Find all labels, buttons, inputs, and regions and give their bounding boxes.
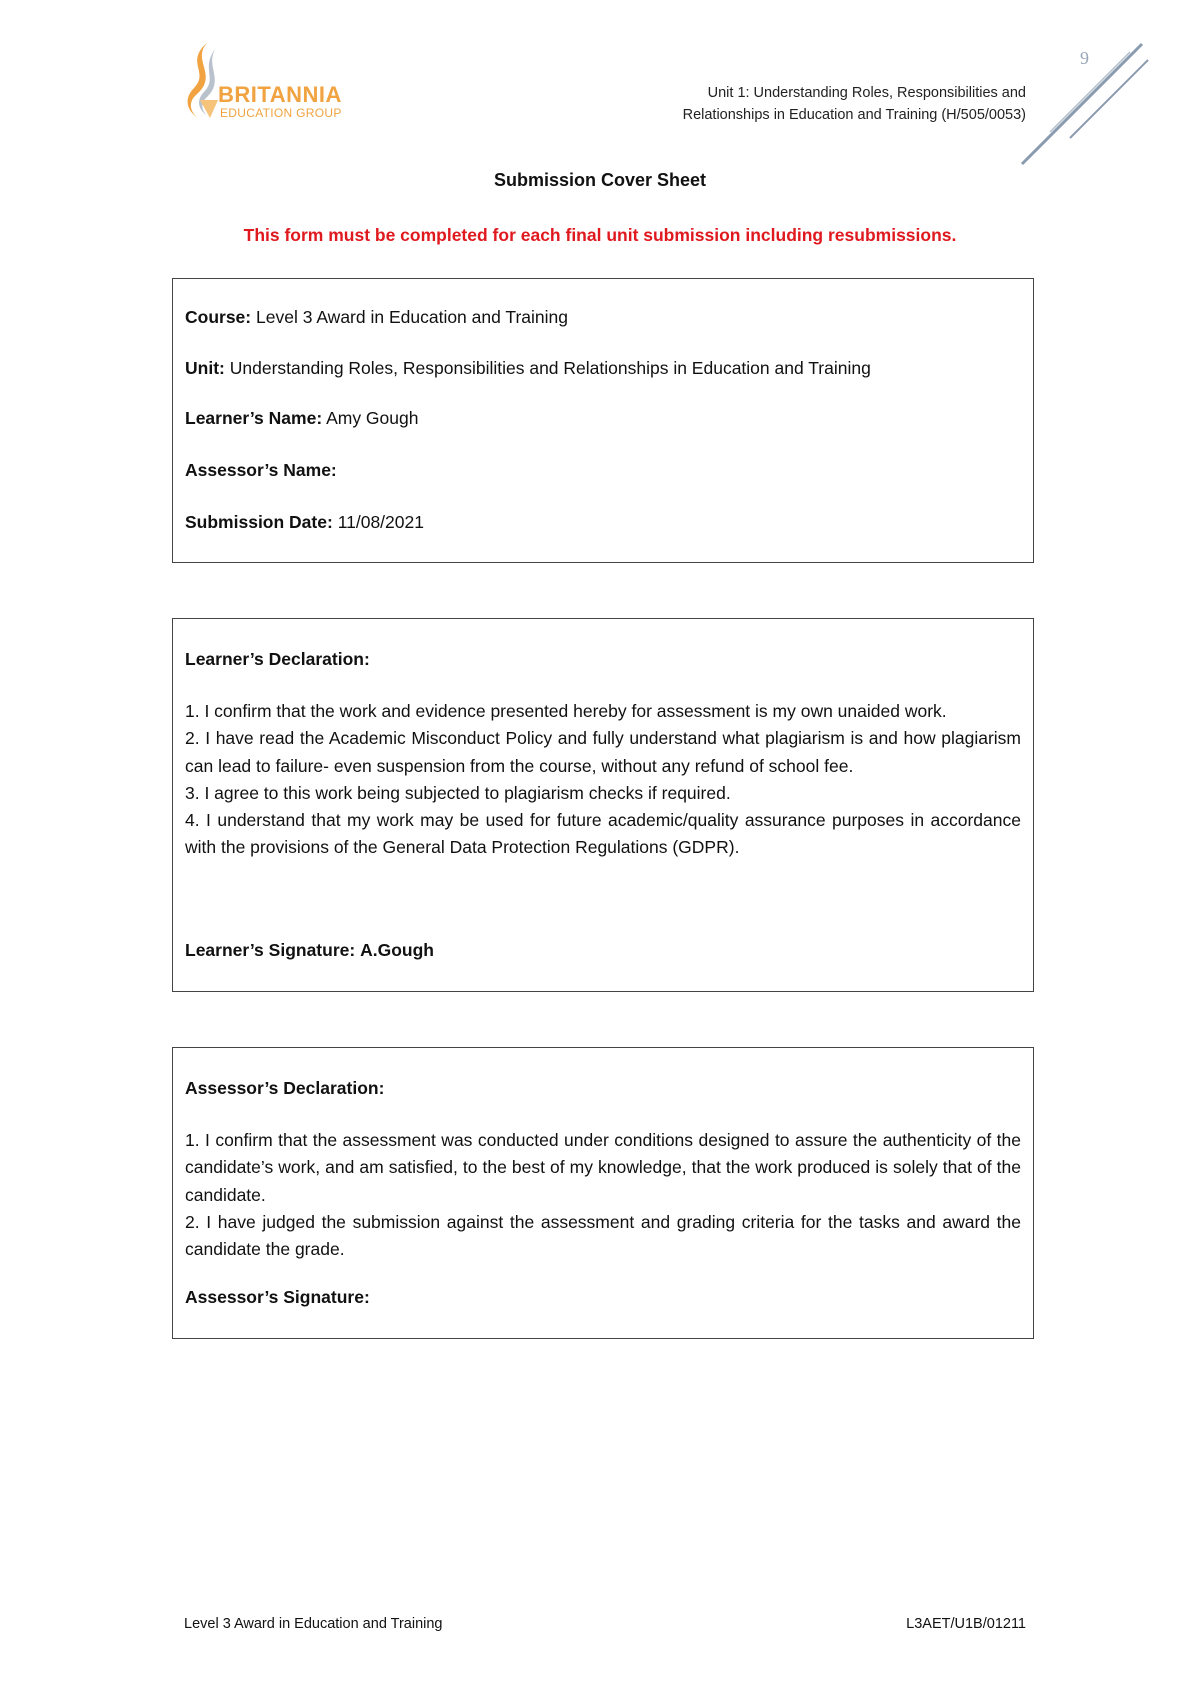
- learner-declaration-item: 2. I have read the Academic Misconduct Policy and fully understand what plagiarism is and how plagiarism can lead to failure- even suspension from the course, without any refund of school fee.: [185, 728, 1021, 776]
- footer-course: Level 3 Award in Education and Training: [184, 1616, 443, 1632]
- unit-header-line-2: Relationships in Education and Training (H/505/0053): [682, 107, 1026, 123]
- assessor-signature-label: Assessor’s Signature:: [185, 1287, 370, 1307]
- assessor-declaration-box: [172, 1047, 1034, 1339]
- unit-value: Understanding Roles, Responsibilities and Relationships in Education and Training: [229, 358, 871, 378]
- learner-declaration-list: [185, 698, 1021, 862]
- learner-declaration-item: 1. I confirm that the work and evidence presented hereby for assessment is my own unaided work.: [185, 701, 947, 721]
- course-field: [185, 307, 568, 328]
- submission-date-label: Submission Date:: [185, 512, 333, 532]
- page-number: 9: [1080, 48, 1089, 68]
- learner-name-field: [185, 408, 418, 429]
- learner-name-value: Amy Gough: [326, 408, 419, 428]
- assessor-name-label: Assessor’s Name:: [185, 460, 337, 480]
- footer-reference: L3AET/U1B/01211: [906, 1616, 1026, 1632]
- submission-details-box: [172, 278, 1034, 563]
- unit-field: [185, 358, 871, 379]
- submission-date-value: 11/08/2021: [337, 512, 424, 532]
- submission-date-field: [185, 512, 424, 533]
- assessor-signature-field: [185, 1287, 370, 1308]
- learner-declaration-heading: Learner’s Declaration:: [185, 649, 370, 669]
- learner-name-label: Learner’s Name:: [185, 408, 323, 428]
- assessor-declaration-list: [185, 1127, 1021, 1263]
- assessor-name-field: [185, 460, 337, 481]
- learner-signature-label: Learner’s Signature:: [185, 940, 356, 960]
- unit-header: [683, 82, 1026, 126]
- course-label: Course:: [185, 307, 252, 327]
- submission-notice: This form must be completed for each final unit submission including resubmissions.: [243, 225, 957, 245]
- assessor-declaration-item: 1. I confirm that the assessment was conducted under conditions designed to assure the authenticity of the candidate’s work, and am satisfied, to the best of my knowledge, that the work produced is solely that of the candidate.: [185, 1130, 1021, 1205]
- learner-signature-value: A.Gough: [360, 940, 434, 960]
- corner-decoration-icon: [1020, 42, 1150, 172]
- learner-declaration-box: [172, 618, 1034, 992]
- course-value: Level 3 Award in Education and Training: [256, 307, 568, 327]
- unit-header-line-1: Unit 1: Understanding Roles, Responsibilities and: [707, 85, 1026, 101]
- assessor-declaration-item: 2. I have judged the submission against the assessment and grading criteria for the tasks and award the candidate the grade.: [185, 1211, 1021, 1260]
- assessor-declaration-heading: Assessor’s Declaration:: [185, 1078, 385, 1098]
- logo-wordmark: BRITANNIA: [218, 82, 342, 107]
- learner-declaration-item: 3. I agree to this work being subjected to plagiarism checks if required.: [185, 782, 731, 803]
- learner-declaration-item: 4. I understand that my work may be used for future academic/quality assurance purposes in accordance with the provisions of the General Data Protection Regulations (GDPR).: [185, 810, 1021, 858]
- learner-signature-field: [185, 940, 434, 961]
- logo-subtitle: EDUCATION GROUP: [220, 106, 342, 120]
- page-title: Submission Cover Sheet: [493, 170, 707, 190]
- unit-label: Unit:: [185, 358, 225, 378]
- britannia-logo: [180, 40, 380, 130]
